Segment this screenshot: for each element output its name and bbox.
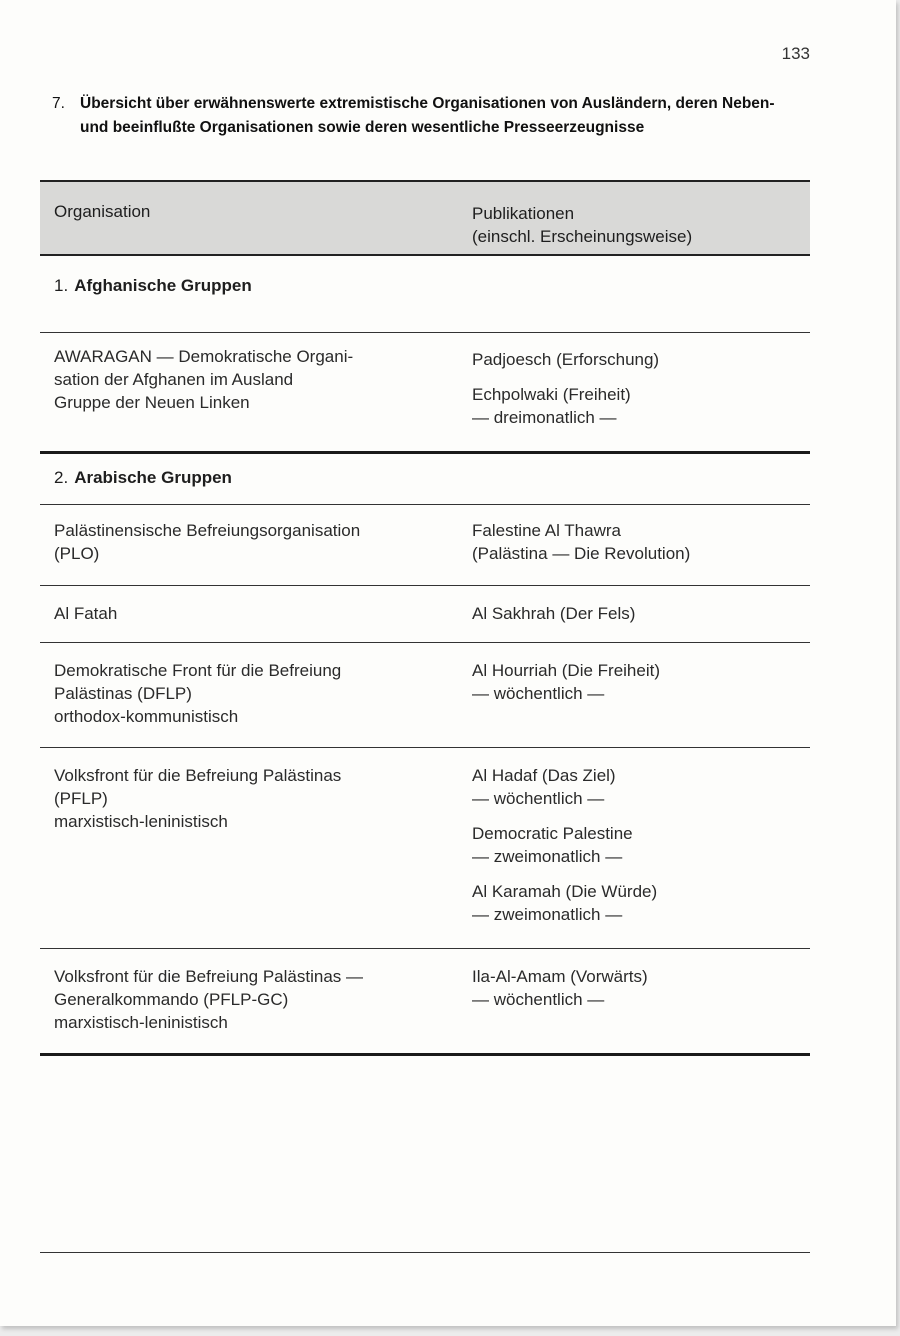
org-line: (PFLP) — [54, 789, 108, 808]
org-line: Volksfront für die Befreiung Palästinas — [54, 766, 342, 785]
page-number: 133 — [781, 44, 810, 63]
section-title: Afghanische Gruppen — [74, 276, 252, 295]
table-row — [40, 642, 810, 747]
pub-line: Echpolwaki (Freiheit) — [472, 385, 631, 404]
publication-cell — [472, 965, 802, 1023]
section-heading — [52, 92, 792, 140]
heading-text: Übersicht über erwähnenswerte extremistische Organisationen von Ausländern, deren Neben- und beeinflußte Organisationen sowie deren wesentliche Presseerzeugnisse — [80, 95, 775, 136]
pub-line: Al Sakhrah (Der Fels) — [472, 604, 636, 623]
pub-line: (Palästina — Die Revolution) — [472, 544, 691, 563]
organisation-cell — [54, 965, 434, 1034]
header-publikationen-line1: Publikationen — [472, 204, 575, 223]
organisation-cell — [54, 602, 434, 625]
section-number: 1. — [54, 276, 69, 295]
publication-entry — [472, 659, 802, 705]
section-heading-arab — [40, 454, 810, 504]
publication-entry — [472, 965, 802, 1011]
pub-line: Ila-Al-Amam (Vorwärts) — [472, 967, 648, 986]
publication-cell — [472, 348, 802, 441]
pub-line: — wöchentlich — — [472, 789, 605, 808]
publication-entry — [472, 822, 802, 868]
heading-number: 7. — [52, 95, 65, 112]
pub-line: Padjoesch (Erforschung) — [472, 350, 660, 369]
publication-entry — [472, 348, 802, 371]
table-header — [40, 180, 810, 256]
pub-line: — zweimonatlich — — [472, 847, 623, 866]
header-publikationen — [472, 202, 692, 248]
publication-entry — [472, 519, 802, 565]
publication-cell — [472, 519, 802, 577]
pub-line: Al Karamah (Die Würde) — [472, 882, 658, 901]
organisation-cell — [54, 519, 434, 565]
header-publikationen-line2: (einschl. Erscheinungsweise) — [472, 227, 693, 246]
pub-line: — wöchentlich — — [472, 684, 605, 703]
footer-divider — [40, 1252, 810, 1253]
pub-line: Democratic Palestine — [472, 824, 633, 843]
pub-line: Falestine Al Thawra — [472, 521, 621, 540]
table-row — [40, 747, 810, 948]
publication-cell — [472, 659, 802, 717]
org-line: (PLO) — [54, 544, 100, 563]
org-line: orthodox-kommunistisch — [54, 707, 239, 726]
publication-cell — [472, 602, 802, 637]
publication-entry — [472, 383, 802, 429]
organisation-cell — [54, 764, 434, 833]
org-line: sation der Afghanen im Ausland — [54, 370, 294, 389]
pub-line: Al Hourriah (Die Freiheit) — [472, 661, 660, 680]
table-row — [40, 585, 810, 642]
org-line: Demokratische Front für die Befreiung — [54, 661, 342, 680]
table-row — [40, 948, 810, 1056]
pub-line: — dreimonatlich — — [472, 408, 617, 427]
org-line: marxistisch-leninistisch — [54, 1013, 228, 1032]
table-row — [40, 332, 810, 454]
publication-cell — [472, 764, 802, 938]
publication-entry — [472, 880, 802, 926]
org-line: Gruppe der Neuen Linken — [54, 393, 250, 412]
org-line: Volksfront für die Befreiung Palästinas — — [54, 967, 363, 986]
pub-line: — wöchentlich — — [472, 990, 605, 1009]
organisation-cell — [54, 345, 434, 414]
org-line: Generalkommando (PFLP-GC) — [54, 990, 289, 1009]
section-number: 2. — [54, 468, 69, 487]
publication-entry — [472, 764, 802, 810]
section-title: Arabische Gruppen — [74, 468, 232, 487]
organisations-table — [40, 180, 810, 1056]
pub-line: — zweimonatlich — — [472, 905, 623, 924]
publication-entry — [472, 602, 802, 625]
org-line: marxistisch-leninistisch — [54, 812, 228, 831]
org-line: AWARAGAN — Demokratische Organi- — [54, 347, 354, 366]
org-line: Al Fatah — [54, 604, 118, 623]
pub-line: Al Hadaf (Das Ziel) — [472, 766, 616, 785]
organisation-cell — [54, 659, 434, 728]
table-row — [40, 504, 810, 585]
header-organisation: Organisation — [54, 202, 151, 221]
org-line: Palästinas (DFLP) — [54, 684, 192, 703]
org-line: Palästinensische Befreiungsorganisation — [54, 521, 361, 540]
section-heading-afghan — [40, 256, 810, 312]
